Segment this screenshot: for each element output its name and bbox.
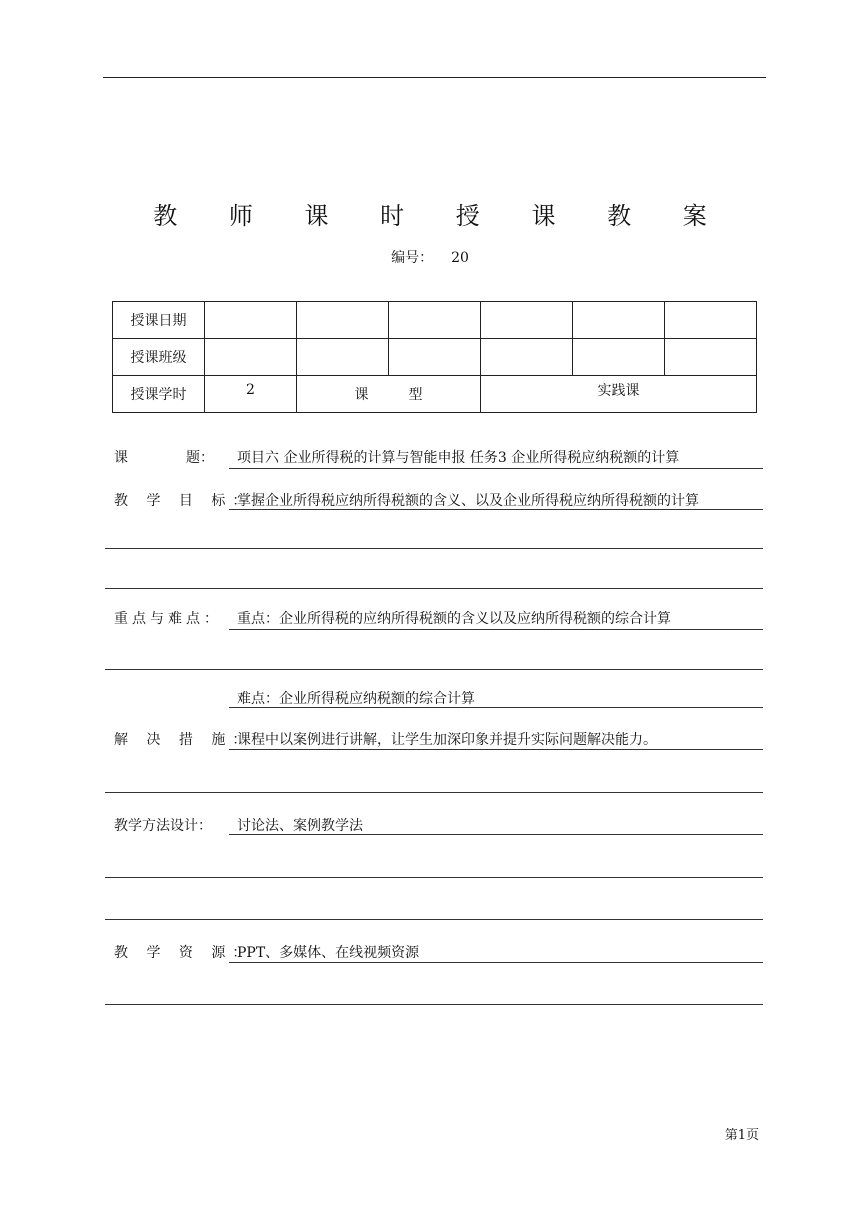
page-number: 第1页 <box>724 1128 759 1143</box>
goal-value: 掌握企业所得税应纳所得税额的含义、以及企业所得税应纳所得税额的计算 <box>237 493 699 509</box>
number-label: 编号： <box>391 250 434 266</box>
date-cell-5 <box>573 302 665 339</box>
type-value: 实践课 <box>597 383 640 399</box>
header-rule <box>103 77 766 78</box>
date-cell-4 <box>481 302 573 339</box>
date-cell-1 <box>205 302 297 339</box>
date-label-cell: 授课日期 <box>113 302 205 339</box>
blank-rule-7 <box>105 1004 763 1005</box>
method-value: 讨论法、案例教学法 <box>237 818 363 834</box>
type-label-b: 型 <box>408 387 423 403</box>
table-row <box>113 376 757 413</box>
goal-label: 教 学 目 标： <box>114 493 254 509</box>
method-underline <box>229 834 763 835</box>
focus-difficult: 难点：企业所得税应纳税额的综合计算 <box>237 691 475 707</box>
type-value-cell <box>481 376 757 413</box>
focus-key: 重点：企业所得税的应纳所得税额的含义以及应纳所得税额的综合计算 <box>237 611 671 627</box>
hours-value-cell <box>205 376 297 413</box>
class-cell-4 <box>481 339 573 376</box>
focus-underline <box>229 629 763 630</box>
class-cell-2 <box>297 339 389 376</box>
blank-rule-4 <box>105 792 763 793</box>
measure-value: 课程中以案例进行讲解，让学生加深印象并提升实际问题解决能力。 <box>237 732 657 748</box>
topic-label: 课 题： <box>114 450 214 466</box>
measure-underline <box>229 749 763 750</box>
blank-rule-5 <box>105 877 763 878</box>
blank-rule-1 <box>105 548 763 549</box>
resource-label: 教 学 资 源： <box>114 945 254 961</box>
hours-value: 2 <box>246 382 255 398</box>
number-value: 20 <box>451 250 469 266</box>
date-cell-2 <box>297 302 389 339</box>
focus-label: 重点与难点： <box>114 611 222 627</box>
date-cell-6 <box>665 302 757 339</box>
table-row <box>113 339 757 376</box>
method-label: 教学方法设计： <box>114 818 212 834</box>
resource-value: PPT、多媒体、在线视频资源 <box>237 945 420 961</box>
topic-underline <box>229 468 763 469</box>
date-cell-3 <box>389 302 481 339</box>
class-label-cell: 授课班级 <box>113 339 205 376</box>
document-number <box>0 247 860 267</box>
class-cell-6 <box>665 339 757 376</box>
goal-underline <box>229 509 763 510</box>
hours-label-cell: 授课学时 <box>113 376 205 413</box>
document-title: 教 师 课 时 授 课 教 案 <box>153 202 729 230</box>
difficult-underline <box>229 707 763 708</box>
schedule-table <box>112 301 757 413</box>
class-cell-5 <box>573 339 665 376</box>
blank-rule-2 <box>105 588 763 589</box>
topic-value: 项目六 企业所得税的计算与智能申报 任务3 企业所得税应纳税额的计算 <box>237 450 680 466</box>
table-row <box>113 302 757 339</box>
measure-label: 解 决 措 施： <box>114 732 254 748</box>
blank-rule-3 <box>105 669 763 670</box>
resource-underline <box>229 962 763 963</box>
class-cell-3 <box>389 339 481 376</box>
blank-rule-6 <box>105 919 763 920</box>
type-label-a: 课 <box>354 387 369 403</box>
class-cell-1 <box>205 339 297 376</box>
type-label-cell <box>297 376 481 413</box>
